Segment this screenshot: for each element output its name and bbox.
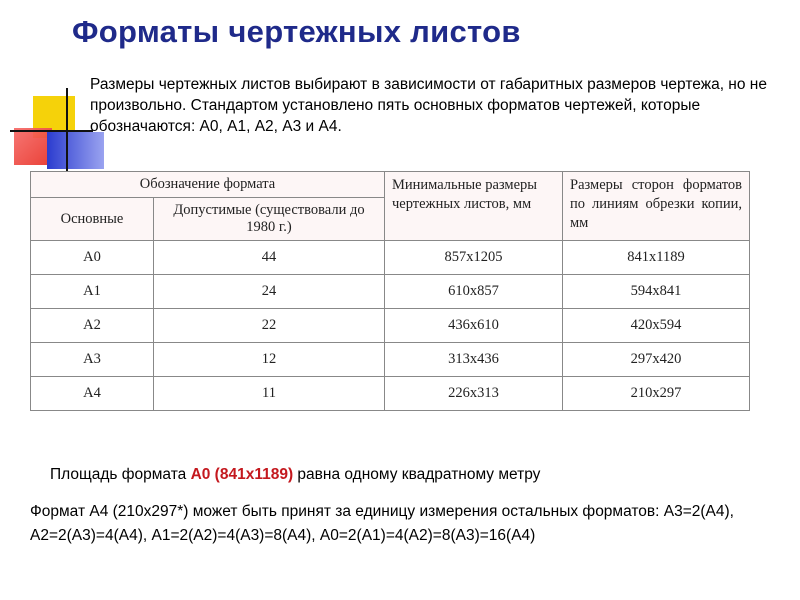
cell-allowed: 22 — [154, 309, 385, 343]
cell-size: 297х420 — [563, 343, 750, 377]
area-note-highlight: А0 (841х1189) — [190, 466, 294, 483]
area-note — [50, 466, 540, 484]
vertical-line — [66, 88, 68, 178]
cell-main: А0 — [31, 241, 154, 275]
header-allowed: Допустимые (существовали до 1980 г.) — [154, 198, 385, 241]
horizontal-line — [10, 130, 93, 132]
cell-min: 857х1205 — [385, 241, 563, 275]
cell-size: 594х841 — [563, 275, 750, 309]
cell-main: А2 — [31, 309, 154, 343]
cell-allowed: 11 — [154, 377, 385, 411]
area-note-suffix: равна одному квадратному метру — [293, 466, 541, 483]
table-row — [31, 241, 750, 275]
blue-rectangle — [47, 132, 104, 169]
cell-allowed: 24 — [154, 275, 385, 309]
table-row — [31, 343, 750, 377]
header-min-sizes: Минимальные размеры чертежных листов, мм — [385, 172, 563, 241]
table-row — [31, 309, 750, 343]
cell-size: 210х297 — [563, 377, 750, 411]
page-title: Форматы чертежных листов — [72, 14, 521, 49]
cell-allowed: 12 — [154, 343, 385, 377]
cell-min: 436х610 — [385, 309, 563, 343]
table-row — [31, 275, 750, 309]
table-row — [31, 377, 750, 411]
cell-main: А1 — [31, 275, 154, 309]
unit-note: Формат А4 (210х297*) может быть принят за единицу измерения остальных форматов: А3=2(А4), А2=2(А3)=4(А4), А1=2(А2)=4(А3)=8(А4), А0=2(А1)=4(А2)=8(А3)=16(А4) — [30, 503, 734, 544]
cell-allowed: 44 — [154, 241, 385, 275]
cell-min: 610х857 — [385, 275, 563, 309]
header-trim-sizes: Размеры сторон форматов по линиям обрезки копии, мм — [563, 172, 750, 241]
cell-main: А3 — [31, 343, 154, 377]
area-note-prefix: Площадь формата — [50, 466, 191, 483]
intro-paragraph: Размеры чертежных листов выбирают в зависимости от габаритных размеров чертежа, но не произвольно. Стандартом установлено пять основных форматов чертежей, которые обозначаются: А0, А1, А2, А3 и А4. — [90, 76, 767, 135]
header-main: Основные — [31, 198, 154, 241]
table-header-row — [31, 172, 750, 198]
cell-size: 841х1189 — [563, 241, 750, 275]
cell-size: 420х594 — [563, 309, 750, 343]
cell-min: 313х436 — [385, 343, 563, 377]
cell-min: 226х313 — [385, 377, 563, 411]
cell-main: А4 — [31, 377, 154, 411]
formats-table — [30, 171, 750, 411]
header-format-designation: Обозначение формата — [31, 172, 385, 198]
